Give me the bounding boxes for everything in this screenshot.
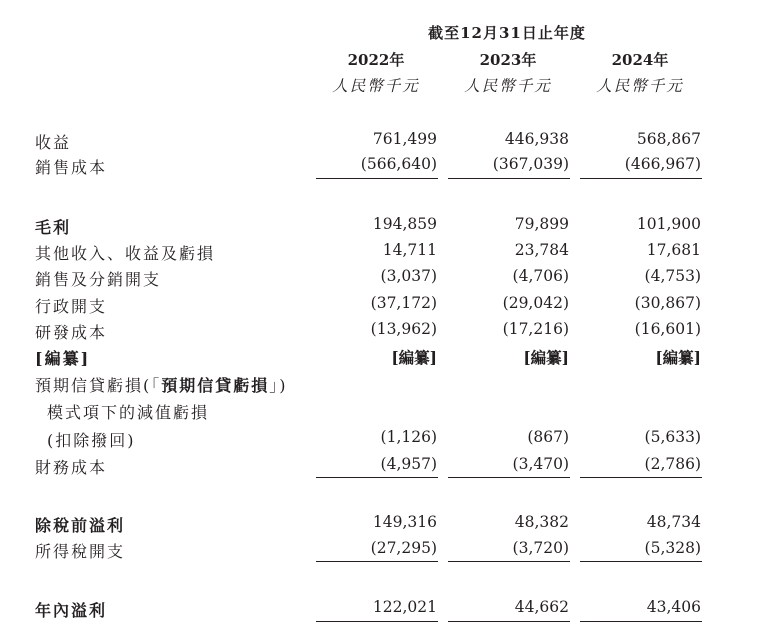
other-income-2022: 14,711 [382, 241, 437, 259]
row-label-selling-distribution: 銷售及分銷開支 [35, 270, 162, 289]
subtotal-rule [580, 477, 702, 478]
profit-for-year-2024: 43,406 [646, 598, 701, 616]
total-rule [580, 621, 702, 622]
ecl-label-defined-term: 預期信貸虧損 [161, 376, 270, 395]
profit-for-year-2022: 122,021 [372, 598, 437, 616]
administrative-2024: (30,867) [634, 294, 701, 312]
unit-2023: 人民幣千元 [464, 77, 552, 95]
unit-2022: 人民幣千元 [332, 77, 420, 95]
year-2022-heading: 2022年 [347, 51, 405, 69]
income-tax-2022: (27,295) [370, 539, 437, 557]
selling-distribution-2023: (4,706) [512, 267, 569, 285]
finance-costs-2024: (2,786) [644, 455, 701, 473]
income-tax-2024: (5,328) [644, 539, 701, 557]
subtotal-rule [316, 561, 438, 562]
row-label-profit-for-year: 年內溢利 [35, 601, 108, 620]
revenue-2022: 761,499 [372, 130, 437, 148]
gross-profit-2023: 79,899 [514, 215, 569, 233]
profit-before-tax-2023: 48,382 [514, 513, 569, 531]
row-label-redacted: [編纂] [35, 349, 91, 368]
total-rule [316, 621, 438, 622]
cost-of-sales-2024: (466,967) [624, 155, 701, 173]
redacted-2022: [編纂] [391, 348, 437, 367]
subtotal-rule [448, 477, 570, 478]
period-heading: 截至12月31日止年度 [428, 24, 586, 42]
row-label-finance-costs: 財務成本 [35, 458, 108, 477]
ecl-2023: (867) [527, 428, 569, 446]
gross-profit-2022: 194,859 [372, 215, 437, 233]
ecl-label-part-a: 預期信貸虧損(「 [35, 376, 162, 395]
year-2023-heading: 2023年 [479, 51, 537, 69]
profit-before-tax-2024: 48,734 [646, 513, 701, 531]
row-label-other-income: 其他收入、收益及虧損 [35, 244, 216, 263]
row-label-ecl-line3: (扣除撥回) [47, 431, 136, 450]
row-label-ecl-line2: 模式項下的減值虧損 [47, 403, 210, 422]
subtotal-rule [316, 477, 438, 478]
profit-for-year-2023: 44,662 [514, 598, 569, 616]
row-label-rnd: 研發成本 [35, 323, 108, 342]
rnd-2022: (13,962) [370, 320, 437, 338]
row-label-ecl-line1 [35, 373, 288, 396]
year-2024-heading: 2024年 [611, 51, 669, 69]
administrative-2022: (37,172) [370, 294, 437, 312]
ecl-2022: (1,126) [380, 428, 437, 446]
finance-costs-2023: (3,470) [512, 455, 569, 473]
row-label-revenue: 收益 [35, 133, 72, 152]
row-label-cost-of-sales: 銷售成本 [35, 158, 108, 177]
finance-costs-2022: (4,957) [380, 455, 437, 473]
rnd-2023: (17,216) [502, 320, 569, 338]
selling-distribution-2022: (3,037) [380, 267, 437, 285]
redacted-2024: [編纂] [655, 348, 701, 367]
cost-of-sales-2023: (367,039) [492, 155, 569, 173]
subtotal-rule [448, 178, 570, 179]
selling-distribution-2024: (4,753) [644, 267, 701, 285]
revenue-2023: 446,938 [504, 130, 569, 148]
row-label-income-tax: 所得稅開支 [35, 542, 126, 561]
ecl-2024: (5,633) [644, 428, 701, 446]
row-label-gross-profit: 毛利 [35, 218, 72, 237]
row-label-administrative: 行政開支 [35, 297, 108, 316]
unit-2024: 人民幣千元 [596, 77, 684, 95]
profit-before-tax-2022: 149,316 [372, 513, 437, 531]
total-rule [448, 621, 570, 622]
revenue-2024: 568,867 [636, 130, 701, 148]
subtotal-rule [580, 561, 702, 562]
other-income-2024: 17,681 [646, 241, 701, 259]
cost-of-sales-2022: (566,640) [360, 155, 437, 173]
other-income-2023: 23,784 [514, 241, 569, 259]
ecl-label-part-c: 」) [269, 376, 288, 395]
administrative-2023: (29,042) [502, 294, 569, 312]
subtotal-rule [316, 178, 438, 179]
redacted-2023: [編纂] [523, 348, 569, 367]
income-tax-2023: (3,720) [512, 539, 569, 557]
subtotal-rule [580, 178, 702, 179]
gross-profit-2024: 101,900 [636, 215, 701, 233]
row-label-profit-before-tax: 除稅前溢利 [35, 516, 126, 535]
subtotal-rule [448, 561, 570, 562]
rnd-2024: (16,601) [634, 320, 701, 338]
